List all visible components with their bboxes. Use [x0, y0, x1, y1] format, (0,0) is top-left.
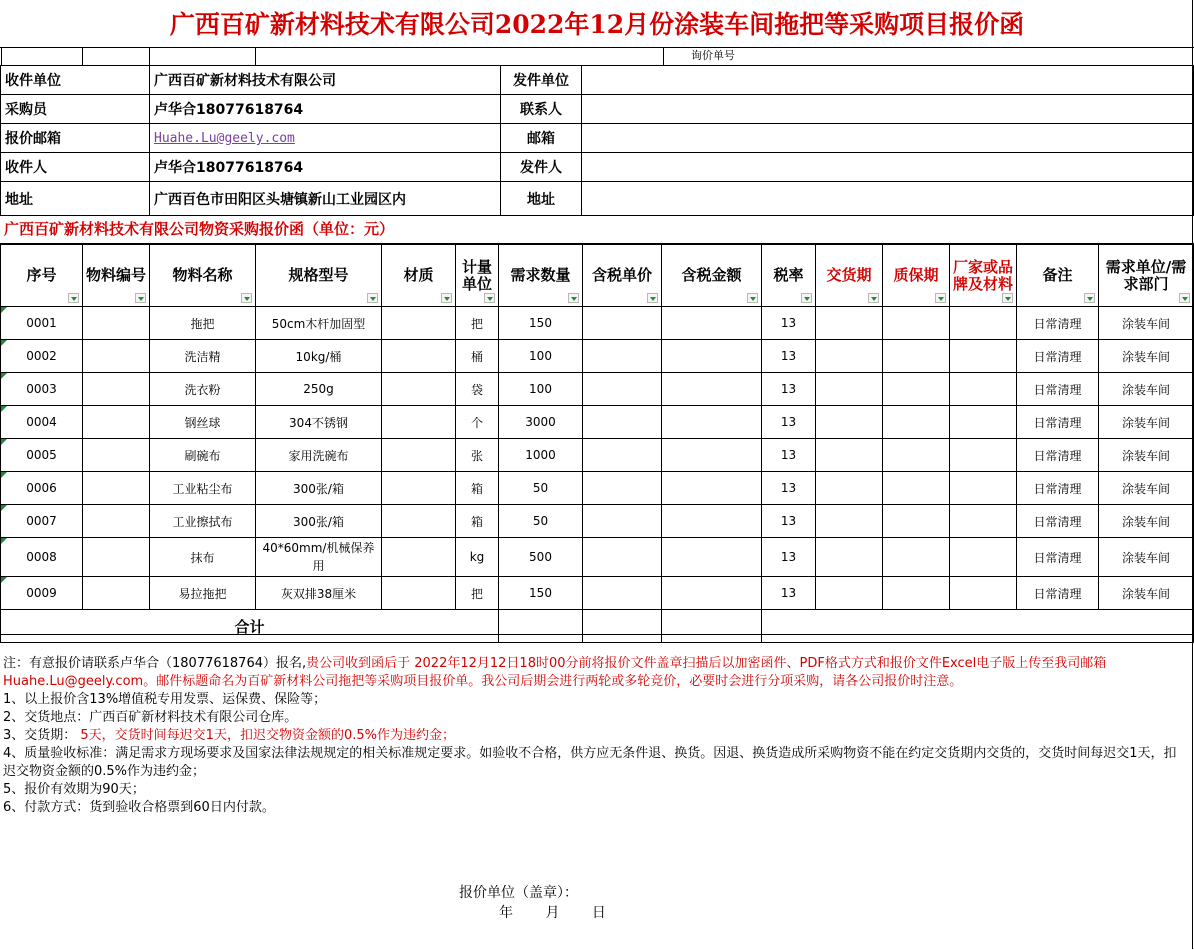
- note-item-6: 6、付款方式：货到验收合格票到60日内付款。: [3, 800, 275, 815]
- recipient-label: 收件人: [1, 153, 150, 182]
- cell-qty[interactable]: 100: [499, 373, 583, 406]
- cell-material[interactable]: [382, 538, 456, 577]
- cell-code[interactable]: [83, 472, 150, 505]
- sender-address-value[interactable]: [582, 182, 1194, 216]
- col-header-amount: 含税金额: [662, 245, 762, 307]
- quote-unit-seal-label: 报价单位（盖章）：: [459, 885, 578, 901]
- cell-price[interactable]: [583, 406, 662, 439]
- cell-unit[interactable]: 箱: [456, 472, 499, 505]
- cell-delivery[interactable]: [816, 439, 883, 472]
- cell-warranty[interactable]: [883, 538, 950, 577]
- cell-price[interactable]: [583, 439, 662, 472]
- col-header-brand: 厂家或品牌及材料: [950, 245, 1017, 307]
- cell-delivery[interactable]: [816, 505, 883, 538]
- cell-dept[interactable]: 涂装车间: [1099, 505, 1194, 538]
- cell-amount[interactable]: [662, 307, 762, 340]
- note-item-4: 4、质量验收标准：满足需求方现场要求及国家法律法规规定的相关标准规定要求。如验收不合格，供方应无条件退、换货。因退、换货造成所采购物资不能在约定交货期内交货的，交货时间每迟交1天，扣迟交物资金额的0.5%作为违约金；: [3, 746, 1177, 779]
- sign-year: 年: [499, 905, 513, 921]
- quote-email-label: 报价邮箱: [1, 124, 150, 153]
- cell-warranty[interactable]: [883, 406, 950, 439]
- cell-spec[interactable]: 灰双排38厘米: [256, 577, 382, 610]
- cell-warranty[interactable]: [883, 439, 950, 472]
- cell-brand[interactable]: [950, 439, 1017, 472]
- filter-dropdown-icon[interactable]: [568, 293, 579, 303]
- cell-tax[interactable]: 13: [762, 307, 816, 340]
- col-header-delivery: 交货期: [816, 245, 883, 307]
- filter-dropdown-icon[interactable]: [441, 293, 452, 303]
- cell-unit[interactable]: 袋: [456, 373, 499, 406]
- filter-dropdown-icon[interactable]: [1084, 293, 1095, 303]
- filter-dropdown-icon[interactable]: [367, 293, 378, 303]
- cell-qty[interactable]: 50: [499, 472, 583, 505]
- table-row: [1, 340, 1194, 373]
- cell-name[interactable]: 拖把: [150, 307, 256, 340]
- cell-code[interactable]: [83, 340, 150, 373]
- cell-warranty[interactable]: [883, 472, 950, 505]
- cell-amount[interactable]: [662, 577, 762, 610]
- sender-company-value[interactable]: [582, 66, 1194, 95]
- cell-material[interactable]: [382, 439, 456, 472]
- cell-remark[interactable]: 日常清理: [1017, 472, 1099, 505]
- contact-label: 联系人: [501, 95, 582, 124]
- cell-tax[interactable]: 13: [762, 538, 816, 577]
- cell-dept[interactable]: 涂装车间: [1099, 439, 1194, 472]
- sender-company-label: 发件单位: [501, 66, 582, 95]
- cell-qty[interactable]: 1000: [499, 439, 583, 472]
- email-label: 邮箱: [501, 124, 582, 153]
- address-value[interactable]: 广西百色市田阳区头塘镇新山工业园区内: [150, 182, 501, 216]
- cell-unit[interactable]: 箱: [456, 505, 499, 538]
- table-row: [1, 577, 1194, 610]
- cell-remark[interactable]: 日常清理: [1017, 406, 1099, 439]
- recipient-company-value[interactable]: 广西百矿新材料技术有限公司: [150, 66, 501, 95]
- total-label: 合计: [1, 610, 499, 643]
- cell-qty[interactable]: 50: [499, 505, 583, 538]
- cell-material[interactable]: [382, 307, 456, 340]
- header-row: [1, 245, 1194, 307]
- recipient-company-label: 收件单位: [1, 66, 150, 95]
- quote-email-cell: [150, 124, 501, 153]
- cell-name[interactable]: 易拉拖把: [150, 577, 256, 610]
- cell-code[interactable]: [83, 406, 150, 439]
- cell-spec[interactable]: 家用洗碗布: [256, 439, 382, 472]
- cell-amount[interactable]: [662, 538, 762, 577]
- cell-dept[interactable]: 涂装车间: [1099, 307, 1194, 340]
- cell-delivery[interactable]: [816, 472, 883, 505]
- cell-spec[interactable]: 304不锈钢: [256, 406, 382, 439]
- cell-price[interactable]: [583, 472, 662, 505]
- cell-tax[interactable]: 13: [762, 373, 816, 406]
- cell-amount[interactable]: [662, 373, 762, 406]
- cell-warranty[interactable]: [883, 340, 950, 373]
- cell-price[interactable]: [583, 373, 662, 406]
- cell-delivery[interactable]: [816, 577, 883, 610]
- note-item-2: 2、交货地点：广西百矿新材料技术有限公司仓库。: [3, 710, 298, 725]
- cell-spec[interactable]: 50cm木杆加固型: [256, 307, 382, 340]
- cell-name[interactable]: 工业擦拭布: [150, 505, 256, 538]
- cell-tax[interactable]: 13: [762, 505, 816, 538]
- cell-dept[interactable]: 涂装车间: [1099, 577, 1194, 610]
- cell-tax[interactable]: 13: [762, 340, 816, 373]
- filter-dropdown-icon[interactable]: [801, 293, 812, 303]
- sender-label: 发件人: [501, 153, 582, 182]
- cell-price[interactable]: [583, 538, 662, 577]
- cell-remark[interactable]: 日常清理: [1017, 307, 1099, 340]
- note-intro: 注：有意报价请联系卢华合（18077618764）报名,贵公司收到函后于 2022年12月12日18时00分前将报价文件盖章扫描后以加密函件、PDF格式方式和报价文件Excel电子版上传至我司邮箱Huahe.Lu@geely.com。邮件标题命名为百矿新材料公司拖把等采购项目报价单。我公司后期会进行两轮或多轮竞价，必要时会进行分项采购，请各公司报价时注意。: [3, 656, 1107, 689]
- cell-code[interactable]: [83, 439, 150, 472]
- cell-amount[interactable]: [662, 439, 762, 472]
- table-row: [1, 307, 1194, 340]
- cell-brand[interactable]: [950, 538, 1017, 577]
- cell-brand[interactable]: [950, 472, 1017, 505]
- cell-tax[interactable]: 13: [762, 472, 816, 505]
- cell-amount[interactable]: [662, 505, 762, 538]
- col-header-tax: 税率: [762, 245, 816, 307]
- sender-address-label: 地址: [501, 182, 582, 216]
- recipient-value[interactable]: 卢华合18077618764: [150, 153, 501, 182]
- cell-warranty[interactable]: [883, 307, 950, 340]
- cell-brand[interactable]: [950, 340, 1017, 373]
- cell-spec[interactable]: 300张/箱: [256, 472, 382, 505]
- cell-remark[interactable]: 日常清理: [1017, 340, 1099, 373]
- items-table: [0, 244, 1194, 643]
- filter-dropdown-icon[interactable]: [241, 293, 252, 303]
- filter-dropdown-icon[interactable]: [1179, 293, 1190, 303]
- cell-qty[interactable]: 500: [499, 538, 583, 577]
- cell-code[interactable]: [83, 577, 150, 610]
- cell-dept[interactable]: 涂装车间: [1099, 373, 1194, 406]
- cell-amount[interactable]: [662, 406, 762, 439]
- filter-dropdown-icon[interactable]: [935, 293, 946, 303]
- cell-spec[interactable]: 300张/箱: [256, 505, 382, 538]
- filter-dropdown-icon[interactable]: [68, 293, 79, 303]
- cell-unit[interactable]: kg: [456, 538, 499, 577]
- cell-delivery[interactable]: [816, 538, 883, 577]
- cell-price[interactable]: [583, 307, 662, 340]
- cell-price[interactable]: [583, 577, 662, 610]
- cell-spec[interactable]: 250g: [256, 373, 382, 406]
- cell-remark[interactable]: 日常清理: [1017, 505, 1099, 538]
- cell-unit[interactable]: 把: [456, 577, 499, 610]
- buyer-label: 采购员: [1, 95, 150, 124]
- inquiry-number-row: [0, 47, 1194, 65]
- cell-amount[interactable]: [662, 340, 762, 373]
- cell-unit[interactable]: 个: [456, 406, 499, 439]
- cell-no[interactable]: 0002: [1, 340, 83, 373]
- cell-warranty[interactable]: [883, 373, 950, 406]
- cell-dept[interactable]: 涂装车间: [1099, 340, 1194, 373]
- filter-dropdown-icon[interactable]: [647, 293, 658, 303]
- cell-no[interactable]: 0008: [1, 538, 83, 577]
- cell-no[interactable]: 0003: [1, 373, 83, 406]
- cell-dept[interactable]: 涂装车间: [1099, 538, 1194, 577]
- cell-code[interactable]: [83, 538, 150, 577]
- filter-dropdown-icon[interactable]: [868, 293, 879, 303]
- cell-unit[interactable]: 把: [456, 307, 499, 340]
- cell-warranty[interactable]: [883, 505, 950, 538]
- cell-no[interactable]: 0009: [1, 577, 83, 610]
- cell-qty[interactable]: 150: [499, 307, 583, 340]
- table-row: [1, 472, 1194, 505]
- cell-dept[interactable]: 涂装车间: [1099, 406, 1194, 439]
- col-header-no: 序号: [1, 245, 83, 307]
- cell-remark[interactable]: 日常清理: [1017, 373, 1099, 406]
- section-title: 广西百矿新材料技术有限公司物资采购报价函（单位：元）: [0, 215, 1194, 244]
- col-header-spec: 规格型号: [256, 245, 382, 307]
- cell-name[interactable]: 工业粘尘布: [150, 472, 256, 505]
- cell-remark[interactable]: 日常清理: [1017, 577, 1099, 610]
- signature-block: [459, 883, 634, 923]
- note-item-3: 3、交货期： 5天，交货时间每迟交1天，扣迟交物资金额的0.5%作为违约金；: [3, 728, 455, 743]
- table-row: [1, 538, 1194, 577]
- cell-spec[interactable]: 40*60mm/机械保养用: [256, 538, 382, 577]
- cell-name[interactable]: 抹布: [150, 538, 256, 577]
- table-row: [1, 373, 1194, 406]
- table-row: [1, 439, 1194, 472]
- cell-no[interactable]: 0005: [1, 439, 83, 472]
- info-row: [1, 182, 1194, 216]
- cell-unit[interactable]: 桶: [456, 340, 499, 373]
- col-header-qty: 需求数量: [499, 245, 583, 307]
- sign-date: [459, 903, 634, 923]
- cell-no[interactable]: 0004: [1, 406, 83, 439]
- filter-dropdown-icon[interactable]: [1002, 293, 1013, 303]
- col-header-price: 含税单价: [583, 245, 662, 307]
- cell-price[interactable]: [583, 340, 662, 373]
- sign-day: 日: [591, 905, 606, 921]
- cell-tax[interactable]: 13: [762, 439, 816, 472]
- cell-name[interactable]: 刷碗布: [150, 439, 256, 472]
- col-header-material: 材质: [382, 245, 456, 307]
- col-header-unit: 计量单位: [456, 245, 499, 307]
- cell-delivery[interactable]: [816, 307, 883, 340]
- col-header-remark: 备注: [1017, 245, 1099, 307]
- cell-brand[interactable]: [950, 373, 1017, 406]
- col-header-name: 物料名称: [150, 245, 256, 307]
- info-row: [1, 124, 1194, 153]
- cell-brand[interactable]: [950, 577, 1017, 610]
- cell-remark[interactable]: 日常清理: [1017, 538, 1099, 577]
- cell-material[interactable]: [382, 472, 456, 505]
- col-header-dept: 需求单位/需求部门: [1099, 245, 1194, 307]
- page-title: 广西百矿新材料技术有限公司2022年12月份涂装车间拖把等采购项目报价函: [0, 0, 1194, 48]
- cell-remark[interactable]: 日常清理: [1017, 439, 1099, 472]
- cell-brand[interactable]: [950, 406, 1017, 439]
- cell-unit[interactable]: 张: [456, 439, 499, 472]
- cell-name[interactable]: 洗衣粉: [150, 373, 256, 406]
- cell-warranty[interactable]: [883, 577, 950, 610]
- note-item-1: 1、以上报价含13%增值税专用发票、运保费、保险等；: [3, 692, 327, 707]
- cell-code[interactable]: [83, 307, 150, 340]
- cell-amount[interactable]: [662, 472, 762, 505]
- cell-delivery[interactable]: [816, 340, 883, 373]
- cell-qty[interactable]: 150: [499, 577, 583, 610]
- table-row: [1, 505, 1194, 538]
- cell-no[interactable]: 0001: [1, 307, 83, 340]
- cell-spec[interactable]: 10kg/桶: [256, 340, 382, 373]
- col-header-warranty: 质保期: [883, 245, 950, 307]
- cell-brand[interactable]: [950, 307, 1017, 340]
- cell-tax[interactable]: 13: [762, 577, 816, 610]
- cell-material[interactable]: [382, 373, 456, 406]
- note-item-5: 5、报价有效期为90天；: [3, 782, 145, 797]
- sign-month: 月: [545, 905, 560, 921]
- info-row: [1, 153, 1194, 182]
- email-value[interactable]: [582, 124, 1194, 153]
- cell-name[interactable]: 钢丝球: [150, 406, 256, 439]
- contact-info-table: [0, 65, 1194, 216]
- cell-tax[interactable]: 13: [762, 406, 816, 439]
- address-label: 地址: [1, 182, 150, 216]
- cell-brand[interactable]: [950, 505, 1017, 538]
- cell-material[interactable]: [382, 406, 456, 439]
- cell-name[interactable]: 洗洁精: [150, 340, 256, 373]
- filter-dropdown-icon[interactable]: [484, 293, 495, 303]
- cell-price[interactable]: [583, 505, 662, 538]
- col-header-code: 物料编号: [83, 245, 150, 307]
- info-row: [1, 66, 1194, 95]
- cell-qty[interactable]: 100: [499, 340, 583, 373]
- cell-no[interactable]: 0006: [1, 472, 83, 505]
- cell-material[interactable]: [382, 577, 456, 610]
- filter-dropdown-icon[interactable]: [747, 293, 758, 303]
- quote-email-link[interactable]: Huahe.Lu@geely.com: [154, 131, 295, 146]
- cell-delivery[interactable]: [816, 406, 883, 439]
- cell-code[interactable]: [83, 505, 150, 538]
- cell-delivery[interactable]: [816, 373, 883, 406]
- filter-dropdown-icon[interactable]: [135, 293, 146, 303]
- right-border: [1192, 0, 1193, 949]
- cell-material[interactable]: [382, 340, 456, 373]
- sender-value[interactable]: [582, 153, 1194, 182]
- info-row: [1, 95, 1194, 124]
- cell-dept[interactable]: 涂装车间: [1099, 472, 1194, 505]
- cell-code[interactable]: [83, 373, 150, 406]
- contact-value[interactable]: [582, 95, 1194, 124]
- cell-qty[interactable]: 3000: [499, 406, 583, 439]
- cell-material[interactable]: [382, 505, 456, 538]
- table-row: [1, 406, 1194, 439]
- buyer-value[interactable]: 卢华合18077618764: [150, 95, 501, 124]
- cell-no[interactable]: 0007: [1, 505, 83, 538]
- inquiry-number-label: 询价单号: [691, 49, 735, 62]
